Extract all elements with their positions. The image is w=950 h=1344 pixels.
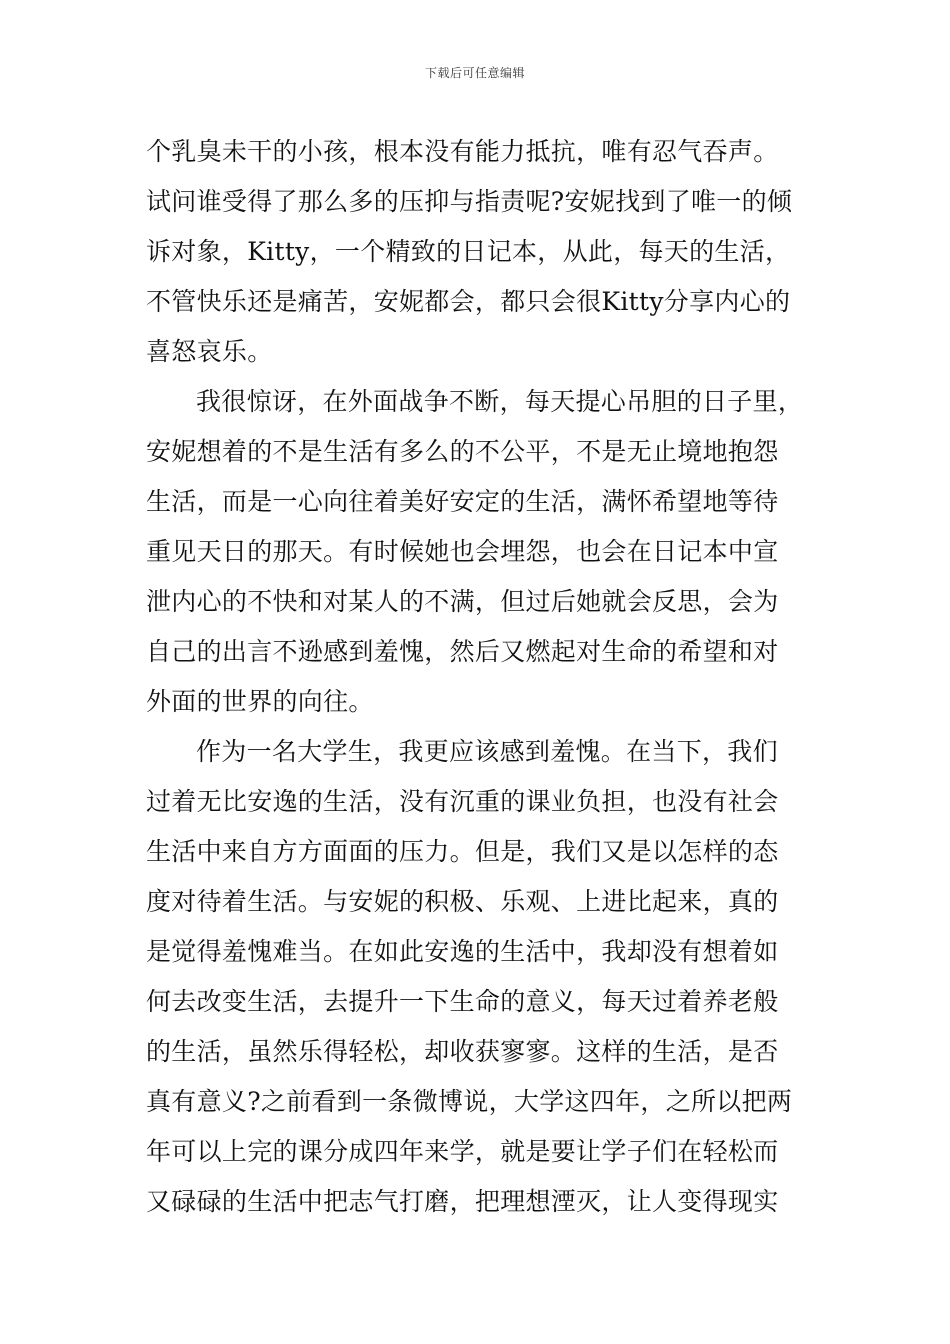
text-line: 的生活，虽然乐得轻松，却收获寥寥。这样的生活，是否 (146, 1037, 779, 1066)
text-line: 外面的世界的向往。 (146, 687, 374, 716)
text-line: 年可以上完的课分成四年来学，就是要让学子们在轻松而 (146, 1137, 779, 1166)
text-line: 我很惊讶，在外面战争不断，每天提心吊胆的日子里， (196, 387, 804, 416)
text-line: 何去改变生活，去提升一下生命的意义，每天过着养老般 (146, 987, 779, 1016)
text-line: 个乳臭未干的小孩，根本没有能力抵抗，唯有忍气吞声。 (146, 137, 779, 166)
body-text (146, 127, 806, 1227)
text-line: 泄内心的不快和对某人的不满，但过后她就会反思，会为 (146, 587, 779, 616)
text-line: 真有意义?之前看到一条微博说，大学这四年，之所以把两 (146, 1087, 793, 1116)
text-line: 度对待着生活。与安妮的积极、乐观、上进比起来，真的 (146, 887, 779, 916)
text-line: 是觉得羞愧难当。在如此安逸的生活中，我却没有想着如 (146, 937, 779, 966)
text-line: 重见天日的那天。有时候她也会埋怨，也会在日记本中宣 (146, 537, 779, 566)
text-line: 过着无比安逸的生活，没有沉重的课业负担，也没有社会 (146, 787, 779, 816)
text-line: 生活，而是一心向往着美好安定的生活，满怀希望地等待 (146, 487, 779, 516)
text-line: 又碌碌的生活中把志气打磨，把理想湮灭，让人变得现实 (146, 1187, 779, 1216)
text-line: 试问谁受得了那么多的压抑与指责呢?安妮找到了唯一的倾 (146, 187, 793, 216)
text-line: 安妮想着的不是生活有多么的不公平，不是无止境地抱怨 (146, 437, 779, 466)
text-line: 不管快乐还是痛苦，安妮都会，都只会很Kitty分享内心的 (146, 287, 791, 316)
text-line: 作为一名大学生，我更应该感到羞愧。在当下，我们 (196, 737, 778, 766)
text-line: 喜怒哀乐。 (146, 337, 273, 366)
text-line: 自己的出言不逊感到羞愧，然后又燃起对生命的希望和对 (146, 637, 779, 666)
text-line: 诉对象，Kitty，一个精致的日记本，从此，每天的生活， (146, 237, 791, 266)
page-header: 下载后可任意编辑 (424, 66, 525, 80)
text-line: 生活中来自方方面面的压力。但是，我们又是以怎样的态 (146, 837, 779, 866)
